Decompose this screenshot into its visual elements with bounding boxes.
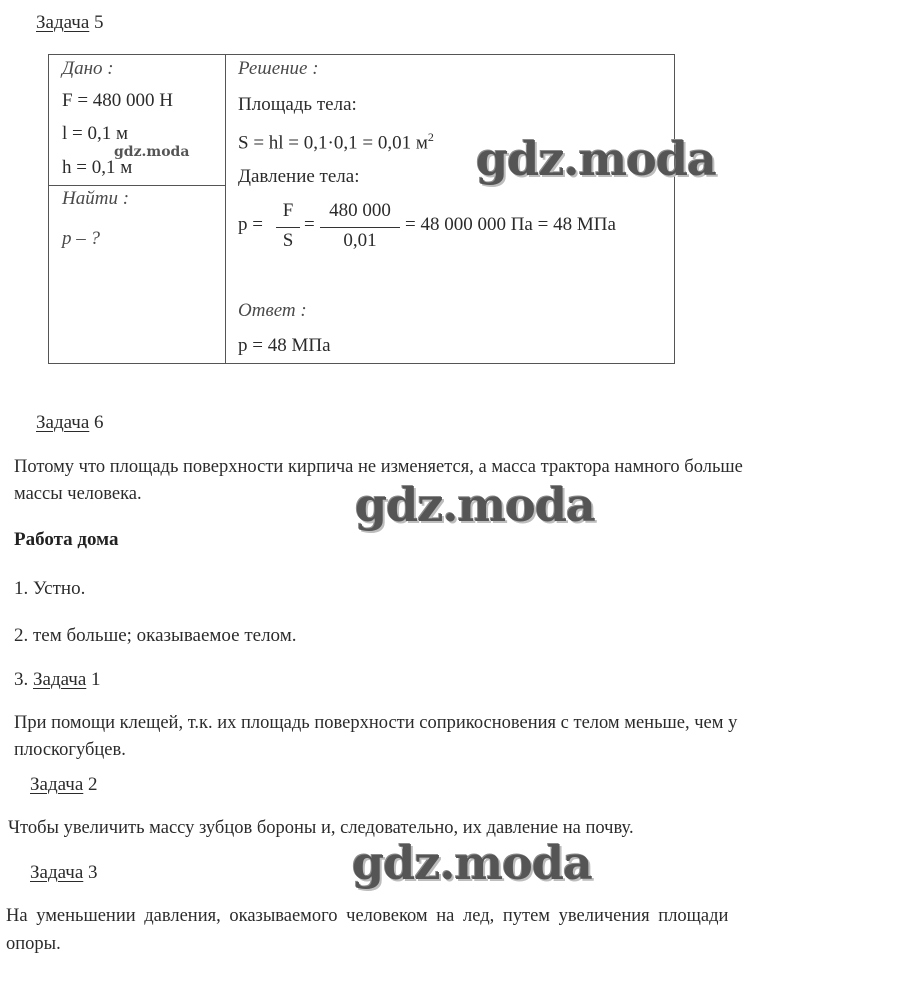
area-formula: S = hl = 0,1·0,1 = 0,01 $м^2$: [238, 130, 434, 154]
fraction1-denominator: S: [282, 230, 294, 251]
task1-text-line2: плоскогубцев.: [14, 740, 126, 760]
fraction-480000-over-001: [320, 198, 400, 258]
task1-text-line1: При помощи клещей, т.к. их площадь поверхности соприкосновения с телом меньше, чем у: [14, 713, 738, 733]
homework-item2: 2. тем больше; оказываемое телом.: [14, 625, 297, 646]
task3-text-line1: На уменьшении давления, оказываемого человеком на лед, путем увеличения площади: [6, 906, 729, 926]
task2-text: Чтобы увеличить массу зубцов бороны и, следовательно, их давление на почву.: [8, 818, 634, 838]
table-divider-vertical: [225, 54, 226, 364]
task3-text-line2: опоры.: [6, 934, 61, 954]
area-exponent: 2: [427, 130, 434, 144]
find-label: Найти :: [62, 188, 130, 209]
homework-item3-word: Задача: [33, 669, 87, 690]
pressure-label: Давление тела:: [238, 166, 360, 187]
answer-value: p = 48 МПа: [238, 335, 331, 356]
fraction2-denominator: 0,01: [343, 230, 377, 251]
task2-heading-num: 2: [88, 774, 98, 795]
task6-text-line2: массы человека.: [14, 484, 142, 504]
task3-heading: [30, 862, 98, 884]
table-divider-horizontal: [48, 185, 225, 186]
task2-heading-word: Задача: [30, 774, 84, 795]
task6-heading: [36, 412, 104, 434]
task5-heading: [36, 12, 104, 34]
task6-text-line1: Потому что площадь поверхности кирпича не изменяется, а масса трактора намного больше: [14, 457, 743, 477]
answer-label: Ответ :: [238, 300, 307, 321]
task5-heading-word: Задача: [36, 12, 90, 33]
fraction1-bar: [276, 227, 300, 228]
pressure-lhs: p =: [238, 214, 263, 235]
given-length: l = 0,1 м: [62, 123, 129, 144]
homework-item1: 1. Устно.: [14, 578, 86, 599]
pressure-result: = 48 000 000 Па = 48 МПа: [405, 214, 616, 235]
fraction-f-over-s: [276, 198, 300, 258]
homework-item3-num: 1: [91, 669, 101, 690]
watermark-2: gdz.moda: [355, 478, 595, 532]
watermark-1: gdz.moda: [476, 132, 716, 186]
given-height: h = 0,1 м: [62, 157, 133, 178]
solution-label: Решение :: [238, 58, 319, 79]
fraction1-numerator: F: [282, 200, 294, 221]
task6-heading-num: 6: [94, 412, 104, 433]
equals-sign: =: [304, 214, 315, 235]
fraction2-numerator: 480 000: [329, 200, 391, 221]
given-label: Дано :: [62, 58, 114, 79]
task6-heading-word: Задача: [36, 412, 90, 433]
given-force: F = 480 000 Н: [62, 90, 174, 111]
fraction2-bar: [320, 227, 400, 228]
task5-heading-num: 5: [94, 12, 104, 33]
task2-heading: [30, 774, 98, 796]
watermark-3: gdz.moda: [352, 836, 592, 890]
homework-title: Работа дома: [14, 529, 119, 550]
area-label: Площадь тела:: [238, 94, 357, 115]
find-value: p – ?: [62, 228, 100, 249]
task3-heading-word: Задача: [30, 862, 84, 883]
homework-item3: [14, 669, 101, 691]
task3-heading-num: 3: [88, 862, 98, 883]
watermark-small: gdz.moda: [114, 144, 190, 160]
homework-item3-prefix: 3.: [14, 669, 29, 690]
